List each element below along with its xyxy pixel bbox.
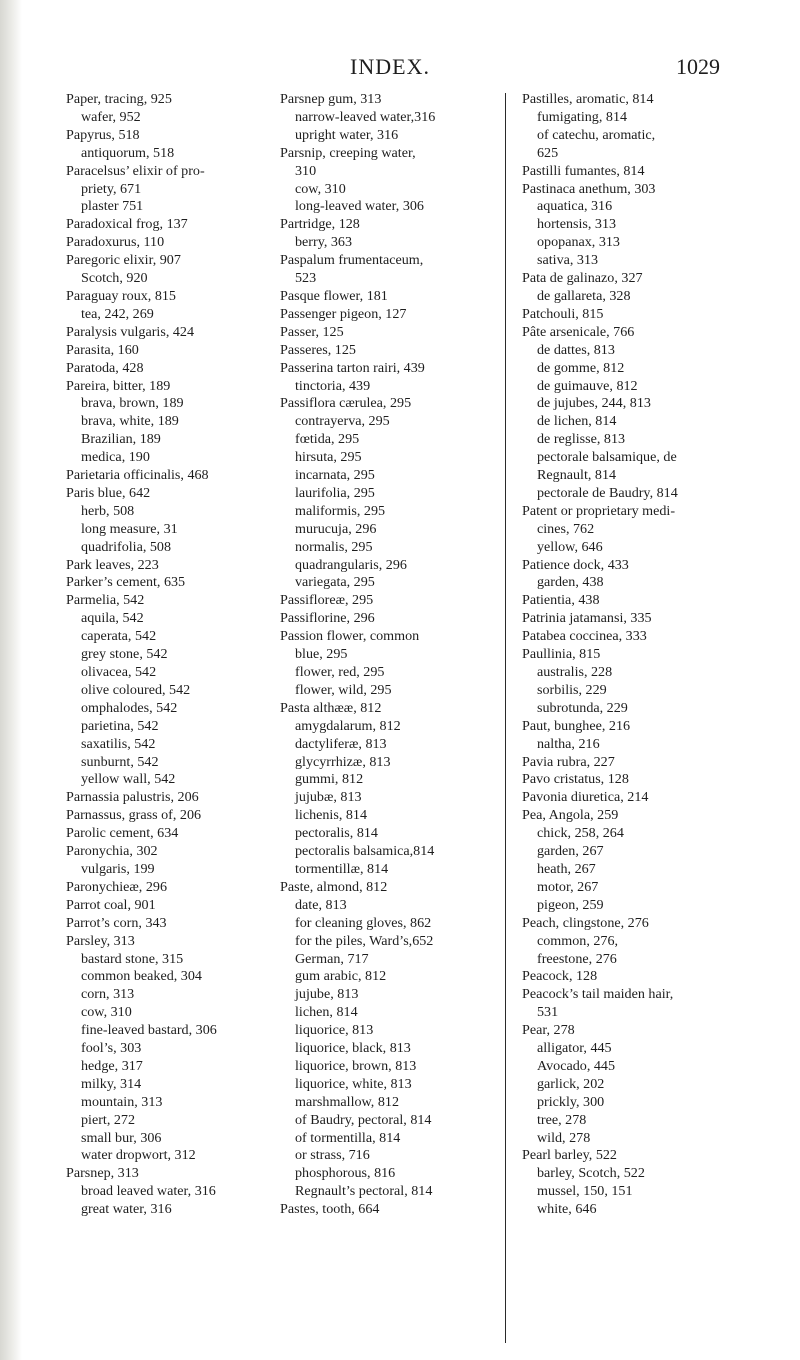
index-subentry: tea, 242, 269 [81,305,154,322]
index-subentry: de jujubes, 244, 813 [537,395,651,412]
index-subentry: liquorice, 813 [295,1022,374,1039]
index-entry: Pareira, bitter, 189 [66,377,171,394]
index-entry: Peacock’s tail maiden hair, [522,986,674,1003]
page-binding-edge [0,0,22,1360]
index-subentry: heath, 267 [537,860,596,877]
index-subentry: olive coloured, 542 [81,681,191,698]
index-subentry: liquorice, white, 813 [295,1075,412,1092]
index-subentry: Regnault’s pectoral, 814 [295,1183,433,1200]
index-subentry: wafer, 952 [81,108,141,125]
index-entry: Pasque flower, 181 [280,287,388,304]
index-subentry: opopanax, 313 [537,234,620,251]
index-entry: Paratoda, 428 [66,359,144,376]
index-subentry: hedge, 317 [81,1057,143,1074]
index-subentry: liquorice, brown, 813 [295,1057,417,1074]
index-entry: Pea, Angola, 259 [522,807,619,824]
index-entry: Passeres, 125 [280,341,356,358]
index-entry: Paraguay roux, 815 [66,287,176,304]
index-subentry: pectoralis balsamica,814 [295,843,435,860]
index-subentry: narrow-leaved water,316 [295,108,436,125]
index-subentry: alligator, 445 [537,1040,612,1057]
index-subentry: de lichen, 814 [537,413,617,430]
index-entry: Patabea coccinea, 333 [522,628,647,645]
index-subentry: wild, 278 [537,1129,591,1146]
index-entry: Passion flower, common [280,628,420,645]
index-entry: Parker’s cement, 635 [66,574,186,591]
index-subentry: common, 276, [537,932,619,949]
index-subentry: plaster 751 [81,198,144,215]
index-subentry: priety, 671 [81,180,142,197]
index-subentry: of tormentilla, 814 [295,1129,401,1146]
index-subentry: mussel, 150, 151 [537,1183,633,1200]
index-subentry: German, 717 [295,950,369,967]
index-subentry: pectorale balsamique, de [537,449,677,466]
index-subentry: garden, 438 [537,574,604,591]
index-entry: Peacock, 128 [522,968,598,985]
index-entry: Paralysis vulgaris, 424 [66,323,195,340]
index-entry: Passerina tarton rairi, 439 [280,359,425,376]
index-subentry: parietina, 542 [81,717,159,734]
index-subentry: herb, 508 [81,502,135,519]
index-subentry: australis, 228 [537,664,613,680]
index-subentry: flower, red, 295 [295,664,385,680]
index-subentry: omphalodes, 542 [81,699,178,716]
index-subentry: subrotunda, 229 [537,699,628,716]
index-subentry: milky, 314 [81,1075,142,1092]
index-entry: Paradoxical frog, 137 [66,216,188,233]
index-subentry: incarnata, 295 [295,467,375,484]
index-subentry: naltha, 216 [537,735,600,752]
index-entry: Passifloreæ, 295 [280,592,374,609]
index-entry: Passiflora cærulea, 295 [280,395,412,412]
index-subentry: cines, 762 [537,520,595,537]
index-subentry: murucuja, 296 [295,520,377,537]
page-number: 1029 [676,54,720,79]
index-subentry: cow, 310 [81,1004,132,1021]
index-subentry: brava, white, 189 [81,413,179,430]
index-subentry: water dropwort, 312 [81,1147,196,1164]
index-subentry: quadrangularis, 296 [295,556,407,573]
index-entry: Pastes, tooth, 664 [280,1201,380,1218]
index-subentry: sorbilis, 229 [537,681,607,698]
index-subentry: Regnault, 814 [537,467,617,484]
index-subentry: piert, 272 [81,1111,136,1128]
index-entry: Patent or proprietary medi- [522,502,676,519]
index-subentry: pigeon, 259 [537,896,604,913]
index-subentry: aquatica, 316 [537,198,613,215]
index-subentry: for cleaning gloves, 862 [295,914,432,931]
index-column-2 [280,91,495,1219]
index-subentry: great water, 316 [81,1201,172,1218]
index-subentry: prickly, 300 [537,1093,605,1110]
index-entry: Parmelia, 542 [66,592,145,609]
index-subentry: medica, 190 [81,449,150,466]
index-entry: Parnassus, grass of, 206 [66,807,202,824]
index-subentry: dactyliferæ, 813 [295,735,387,752]
page-title: INDEX. [350,54,430,79]
index-subentry: flower, wild, 295 [295,681,392,698]
index-subentry: white, 646 [537,1201,597,1218]
index-subentry: laurifolia, 295 [295,484,375,501]
column-divider [505,93,506,1343]
index-subentry: tormentillæ, 814 [295,860,389,877]
index-subentry: 531 [537,1004,559,1021]
index-subentry: fumigating, 814 [537,108,628,125]
index-entry: Parasita, 160 [66,341,139,358]
index-subentry: contrayerva, 295 [295,413,390,430]
index-entry: Pavonia diuretica, 214 [522,789,649,806]
index-entry: Passenger pigeon, 127 [280,305,407,322]
index-subentry: olivacea, 542 [81,664,157,680]
index-entry: Pavia rubra, 227 [522,753,615,770]
index-subentry: saxatilis, 542 [81,735,156,752]
index-subentry: lichen, 814 [295,1004,358,1021]
index-subentry: garden, 267 [537,843,604,860]
index-entry: Parsnep, 313 [66,1165,139,1182]
index-subentry: quadrifolia, 508 [81,538,172,555]
index-subentry: of Baudry, pectoral, 814 [295,1111,432,1128]
index-entry: Pavo cristatus, 128 [522,771,629,788]
index-subentry: freestone, 276 [537,950,617,967]
index-subentry: long-leaved water, 306 [295,198,424,215]
index-subentry: gummi, 812 [295,771,364,788]
index-entry: Paullinia, 815 [522,646,601,663]
index-subentry: Scotch, 920 [81,270,148,287]
index-subentry: common beaked, 304 [81,968,202,985]
index-subentry: antiquorum, 518 [81,144,175,161]
index-subentry: variegata, 295 [295,574,375,591]
index-subentry: mountain, 313 [81,1093,163,1110]
index-column-1 [66,91,262,1219]
index-entry: Passiflorine, 296 [280,610,375,627]
index-subentry: normalis, 295 [295,538,373,555]
index-entry: Parsley, 313 [66,932,135,949]
index-entry: Patience dock, 433 [522,556,629,573]
index-entry: Pearl barley, 522 [522,1147,617,1164]
index-subentry: berry, 363 [295,234,353,251]
index-subentry: jujubæ, 813 [295,789,362,806]
index-subentry: 523 [295,270,317,287]
index-subentry: long measure, 31 [81,520,178,537]
index-entry: Paregoric elixir, 907 [66,252,181,269]
index-entry: Paronychia, 302 [66,843,158,860]
index-subentry: hortensis, 313 [537,216,617,233]
index-subentry: de gallareta, 328 [537,287,631,304]
index-subentry: de guimauve, 812 [537,377,638,394]
index-subentry: fine-leaved bastard, 306 [81,1022,217,1039]
index-subentry: liquorice, black, 813 [295,1040,411,1057]
index-subentry: upright water, 316 [295,126,399,143]
index-subentry: gum arabic, 812 [295,968,387,985]
index-subentry: or strass, 716 [295,1147,370,1164]
index-entry: Parsnip, creeping water, [280,144,416,161]
index-subentry: of catechu, aromatic, [537,126,656,143]
index-entry: Peach, clingstone, 276 [522,914,649,931]
index-entry: Pastilli fumantes, 814 [522,162,645,179]
index-subentry: broad leaved water, 316 [81,1183,216,1200]
index-subentry: corn, 313 [81,986,135,1003]
index-subentry: phosphorous, 816 [295,1165,396,1182]
index-entry: Paper, tracing, 925 [66,91,172,107]
index-subentry: Avocado, 445 [537,1057,616,1074]
index-subentry: grey stone, 542 [81,646,168,663]
index-subentry: pectoralis, 814 [295,825,378,842]
index-entry: Patientia, 438 [522,592,600,609]
index-subentry: yellow wall, 542 [81,771,176,788]
index-entry: Passer, 125 [280,323,344,340]
index-subentry: de dattes, 813 [537,341,615,358]
index-subentry: cow, 310 [295,180,346,197]
index-entry: Parolic cement, 634 [66,825,179,842]
index-subentry: barley, Scotch, 522 [537,1165,645,1182]
index-subentry: tree, 278 [537,1111,587,1128]
index-subentry: fœtida, 295 [295,431,360,448]
index-subentry: marshmallow, 812 [295,1093,399,1110]
index-entry: Pâte arsenicale, 766 [522,323,635,340]
index-subentry: garlick, 202 [537,1075,605,1092]
index-entry: Paracelsus’ elixir of pro- [66,162,205,179]
index-subentry: vulgaris, 199 [81,860,155,877]
index-subentry: caperata, 542 [81,628,157,645]
index-subentry: brava, brown, 189 [81,395,184,412]
index-subentry: pectorale de Baudry, 814 [537,484,678,501]
index-entry: Patrinia jatamansi, 335 [522,610,652,627]
index-subentry: for the piles, Ward’s,652 [295,932,434,949]
index-subentry: lichenis, 814 [295,807,368,824]
index-entry: Paste, almond, 812 [280,878,388,895]
index-subentry: 625 [537,144,559,161]
index-entry: Patchouli, 815 [522,305,604,322]
index-subentry: yellow, 646 [537,538,603,555]
index-entry: Paspalum frumentaceum, [280,252,424,269]
index-entry: Papyrus, 518 [66,126,140,143]
index-subentry: sunburnt, 542 [81,753,159,770]
index-subentry: chick, 258, 264 [537,825,624,842]
index-entry: Parietaria officinalis, 468 [66,467,209,484]
index-subentry: 310 [295,162,317,179]
index-entry: Pasta althææ, 812 [280,699,382,716]
index-subentry: sativa, 313 [537,252,599,269]
index-column-3 [522,91,732,1219]
index-entry: Parrot’s corn, 343 [66,914,167,931]
index-subentry: small bur, 306 [81,1129,162,1146]
index-entry: Partridge, 128 [280,216,360,233]
index-entry: Pear, 278 [522,1022,575,1039]
index-subentry: maliformis, 295 [295,502,386,519]
index-subentry: glycyrrhizæ, 813 [295,753,391,770]
index-entry: Pastinaca anethum, 303 [522,180,656,197]
index-subentry: amygdalarum, 812 [295,717,401,734]
index-entry: Parnassia palustris, 206 [66,789,199,806]
index-subentry: bastard stone, 315 [81,950,184,967]
index-subentry: hirsuta, 295 [295,449,362,466]
index-entry: Parsnep gum, 313 [280,91,382,107]
index-subentry: Brazilian, 189 [81,431,161,448]
index-entry: Pata de galinazo, 327 [522,270,643,287]
index-subentry: date, 813 [295,896,347,913]
index-entry: Paris blue, 642 [66,484,151,501]
index-subentry: blue, 295 [295,646,348,663]
index-subentry: motor, 267 [537,878,599,895]
index-subentry: aquila, 542 [81,610,144,627]
page-header [60,54,720,84]
index-subentry: fool’s, 303 [81,1040,142,1057]
index-entry: Park leaves, 223 [66,556,159,573]
index-entry: Paradoxurus, 110 [66,234,165,251]
index-subentry: jujube, 813 [295,986,359,1003]
index-entry: Pastilles, aromatic, 814 [522,91,654,107]
index-subentry: de reglisse, 813 [537,431,626,448]
index-subentry: de gomme, 812 [537,359,625,376]
index-subentry: tinctoria, 439 [295,377,371,394]
index-entry: Paronychieæ, 296 [66,878,167,895]
index-entry: Parrot coal, 901 [66,896,156,913]
index-entry: Paut, bunghee, 216 [522,717,631,734]
